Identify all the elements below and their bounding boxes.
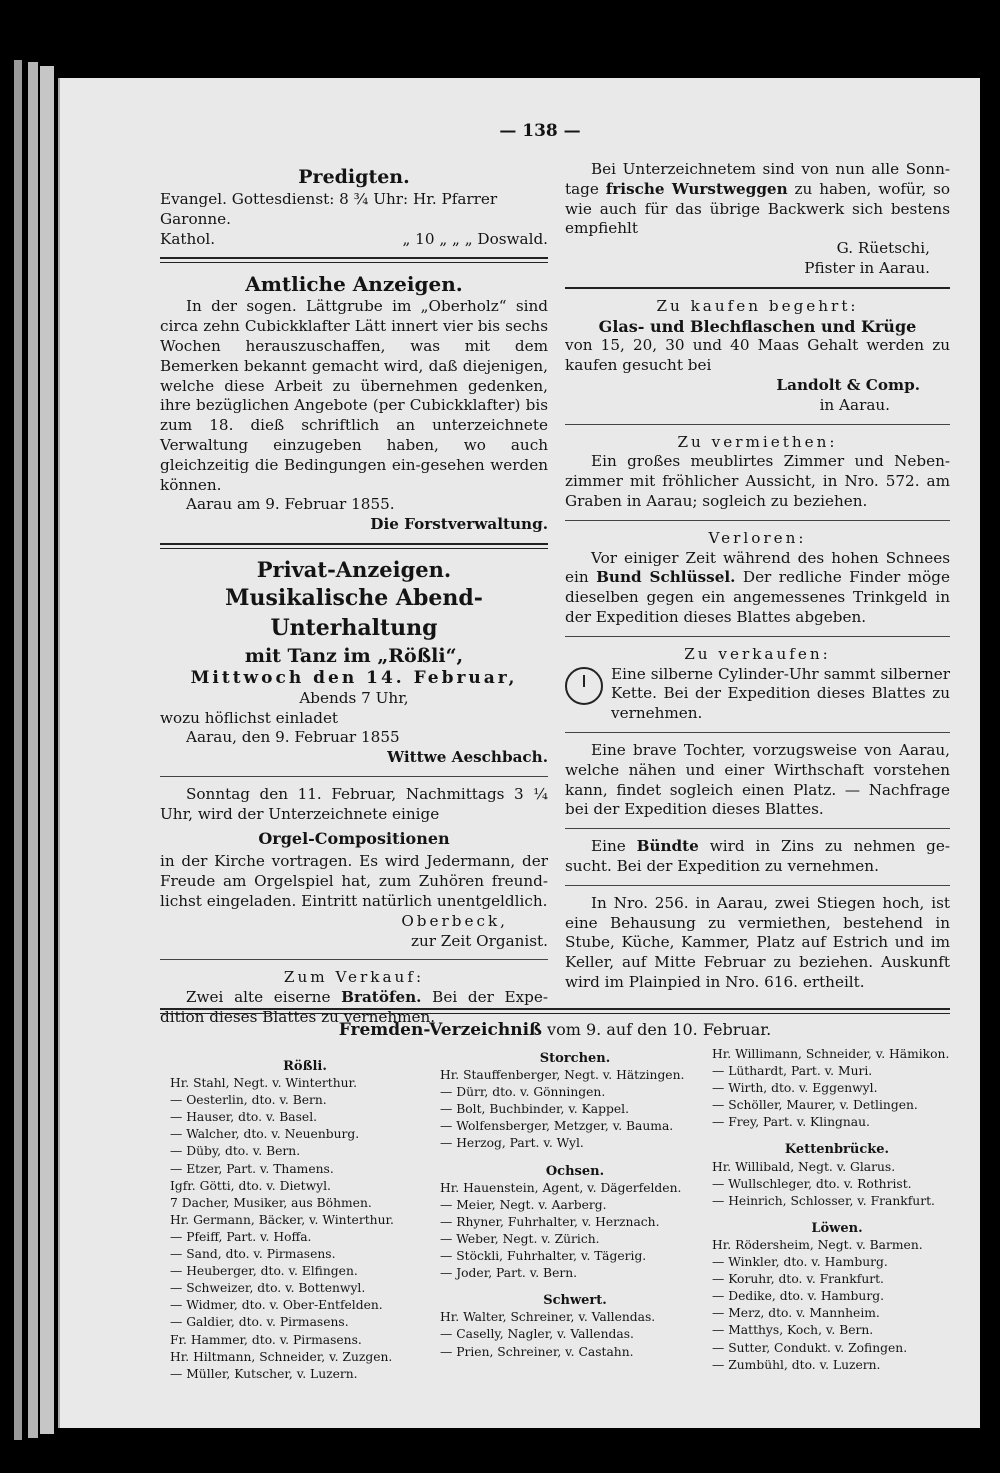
- list-item: — Stöckli, Fuhrhalter, v. Tägerig.: [440, 1249, 647, 1264]
- hotel-roessli: Rößli.: [283, 1059, 327, 1074]
- list-item: — Wullschleger, dto. v. Rothrist.: [712, 1176, 912, 1191]
- list-item: — Heuberger, dto. v. Elfingen.: [170, 1264, 358, 1279]
- list-item: — Bolt, Buchbinder, v. Kappel.: [440, 1102, 630, 1117]
- amtliche-signature: Die Forstverwaltung.: [370, 515, 548, 534]
- concert-day: Mittwoch den 14. Februar,: [190, 667, 518, 688]
- wurst-sign-2: Pfister in Aarau.: [804, 258, 930, 277]
- hotel-storchen: Storchen.: [539, 1051, 611, 1066]
- list-item: — Wirth, dto. v. Eggenwyl.: [712, 1081, 878, 1096]
- verkauf-text-c: Bei der Expe-dition dieses Blattes zu vernehmen.: [160, 988, 549, 1026]
- hotel-ochsen: Ochsen.: [545, 1163, 605, 1179]
- behausung-text: In Nro. 256. in Aarau, zwei Stiegen hoch, ist eine Behausung zu vermiethen, bestehend in Stube, Küche, Kammer, Platz auf Estrich und im Keller, auf Mitte Februar zu beziehen. Auskunft wird im Plainpied in Nro. 616. ertheilt.: [565, 893, 950, 991]
- divider: [160, 959, 548, 960]
- kaufen-text: von 15, 20, 30 und 40 Maas Gehalt werden zu kaufen gesucht bei: [565, 336, 950, 375]
- list-item: Hr. Stauffenberger, Negt. v. Hätzingen.: [440, 1068, 685, 1083]
- concert-time: Abends 7 Uhr,: [299, 688, 409, 707]
- register-col-3: [712, 1046, 962, 1374]
- list-item: — Schweizer, dto. v. Bottenwyl.: [170, 1281, 366, 1296]
- list-item: — Etzer, Part. v. Thamens.: [170, 1161, 334, 1176]
- kaufen-sign-1: Landolt & Comp.: [776, 375, 920, 394]
- buendte-text-c: wird in Zins zu nehmen ge-sucht. Bei der Expedition zu vernehmen.: [565, 837, 951, 875]
- page-edge-3: [40, 66, 54, 1434]
- predigten-kathol-label: Kathol.: [160, 229, 216, 248]
- verkaufen-text: Eine silberne Cylinder-Uhr sammt silberner Kette. Bei der Expedition dieses Blattes zu vernehmen.: [611, 664, 950, 723]
- list-item: — Oesterlin, dto. v. Bern.: [170, 1093, 327, 1108]
- divider: [565, 885, 950, 886]
- list-item: Hr. Stahl, Negt. v. Winterthur.: [170, 1076, 357, 1091]
- list-item: Fr. Hammer, dto. v. Pirmasens.: [170, 1332, 362, 1347]
- concert-invite: wozu höflichst einladet: [160, 708, 339, 727]
- list-item: Hr. Walter, Schreiner, v. Vallendas.: [440, 1310, 656, 1325]
- hotel-schwert: Schwert.: [543, 1293, 607, 1309]
- list-item: — Weber, Negt. v. Zürich.: [440, 1231, 600, 1246]
- list-item: Hr. Germann, Bäcker, v. Winterthur.: [170, 1212, 394, 1227]
- verloren-title: Verloren:: [708, 528, 807, 547]
- list-item: — Schöller, Maurer, v. Detlingen.: [712, 1098, 918, 1113]
- list-item: Hr. Willibald, Negt. v. Glarus.: [712, 1159, 896, 1174]
- kaufen-items: Glas- und Blechflaschen und Krüge: [598, 316, 917, 336]
- wurst-sign-1: G. Rüetschi,: [836, 239, 930, 258]
- list-item: Igfr. Götti, dto. v. Dietwyl.: [170, 1178, 331, 1193]
- list-item: — Sand, dto. v. Pirmasens.: [170, 1247, 336, 1262]
- list-item: — Dürr, dto. v. Gönningen.: [440, 1085, 606, 1100]
- list-item: Hr. Willimann, Schneider, v. Hämikon.: [712, 1047, 950, 1061]
- register-col-2: [440, 1050, 710, 1361]
- buendte-text: [565, 837, 950, 877]
- list-item: — Rhyner, Fuhrhalter, v. Herznach.: [440, 1214, 660, 1229]
- list-item: — Zumbühl, dto. v. Luzern.: [712, 1357, 881, 1372]
- wurst-text: [565, 160, 950, 239]
- wurst-text-a: Bei Unterzeichnetem sind von nun alle Sonn-tage: [565, 160, 950, 198]
- register-title: Fremden-Verzeichniß: [338, 1020, 542, 1040]
- list-item: — Sutter, Condukt. v. Zofingen.: [712, 1340, 908, 1355]
- list-item: — Merz, dto. v. Mannheim.: [712, 1306, 880, 1321]
- orgel-sign-2: zur Zeit Organist.: [410, 931, 548, 950]
- list-item: — Widmer, dto. v. Ober-Entfelden.: [170, 1298, 383, 1313]
- amtliche-title: Amtliche Anzeigen.: [245, 272, 463, 297]
- list-item: — Galdier, dto. v. Pirmasens.: [170, 1315, 349, 1330]
- predigten-kathol-time: „ 10 „ „ „ Doswald.: [402, 229, 548, 248]
- right-column: [565, 160, 950, 993]
- list-item: Hr. Rödersheim, Negt. v. Barmen.: [712, 1237, 923, 1252]
- kaufen-title: Zu kaufen begehrt:: [656, 296, 859, 315]
- predigten-title: Predigten.: [298, 166, 410, 188]
- verkauf-text-a: Zwei alte eiserne: [186, 988, 331, 1007]
- list-item: — Walcher, dto. v. Neuenburg.: [170, 1127, 360, 1142]
- divider: [565, 828, 950, 829]
- left-column: [160, 164, 548, 1028]
- list-item: — Pfeiff, Part. v. Hoffa.: [170, 1229, 312, 1244]
- list-item: — Heinrich, Schlosser, v. Frankfurt.: [712, 1193, 935, 1208]
- amtliche-date: Aarau am 9. Februar 1855.: [186, 495, 395, 514]
- divider: [160, 543, 548, 549]
- page-edge-2: [28, 62, 38, 1438]
- register-divider: [160, 1008, 950, 1014]
- divider: [565, 424, 950, 425]
- list-item: — Prien, Schreiner, v. Castahn.: [440, 1344, 634, 1359]
- verkaufen-title: Zu verkaufen:: [684, 644, 831, 663]
- predigten-line-2: [160, 230, 548, 250]
- list-item: — Meier, Negt. v. Aarberg.: [440, 1197, 607, 1212]
- list-item: — Wolfensberger, Metzger, v. Bauma.: [440, 1119, 674, 1134]
- divider: [565, 636, 950, 637]
- list-item: — Joder, Part. v. Bern.: [440, 1266, 578, 1281]
- wurst-item: frische Wurstweggen: [605, 179, 788, 198]
- predigten-evangel: Evangel. Gottesdienst: 8 ¾ Uhr: Hr. Pfarrer Garonne.: [160, 190, 498, 228]
- divider: [565, 732, 950, 733]
- orgel-intro: Sonntag den 11. Februar, Nachmittags 3 ¼ Uhr, wird der Unterzeichnete einige: [160, 784, 548, 823]
- verloren-item: Bund Schlüssel.: [596, 568, 736, 587]
- list-item: 7 Dacher, Musiker, aus Böhmen.: [170, 1195, 372, 1210]
- divider: [160, 257, 548, 263]
- amtliche-text: In der sogen. Lättgrube im „Oberholz“ sind circa zehn Cubickklafter Lätt innert vier bis sechs Wochen herauszuschaffen, was mit dem Bemerken bekannt gemacht wird, daß diejenigen, welche diese Arbeit zu übernehmen gedenken, ihre bezüglichen Angebote (per Cubickklafter) bis zum 18. dieß schriftlich an unterzeichnete Verwaltung einzugeben haben, wo auch gleichzeitig die Bedingungen ein-gesehen werden können.: [160, 297, 548, 494]
- buendte-item: Bündte: [636, 837, 699, 856]
- list-item: — Frey, Part. v. Klingnau.: [712, 1115, 870, 1130]
- list-item: — Hauser, dto. v. Basel.: [170, 1110, 318, 1125]
- verloren-text-c: Der redliche Finder möge dieselben gegen ein angemessenes Trinkgeld in der Expedition dieses Blattes abgeben.: [565, 568, 951, 626]
- concert-title: Musikalische Abend-Unterhaltung: [225, 584, 483, 641]
- verkauf-item: Bratöfen.: [341, 988, 422, 1007]
- list-item: — Müller, Kutscher, v. Luzern.: [170, 1366, 358, 1381]
- wurst-text-c: zu haben, wofür, so wie auch für das übrige Backwerk sich bestens empfiehlt: [565, 179, 951, 238]
- register-date: vom 9. auf den 10. Februar.: [547, 1020, 772, 1039]
- register-header: [160, 1020, 950, 1041]
- list-item: — Winkler, dto. v. Hamburg.: [712, 1255, 888, 1270]
- divider: [160, 776, 548, 777]
- verloren-text-a: Vor einiger Zeit während des hohen Schnees ein: [565, 548, 950, 587]
- list-item: Hr. Hiltmann, Schneider, v. Zuzgen.: [170, 1349, 393, 1364]
- predigten-line-1: [160, 190, 548, 230]
- divider: [565, 287, 950, 289]
- list-item: Hr. Hauenstein, Agent, v. Dägerfelden.: [440, 1180, 682, 1195]
- pocket-watch-icon: [565, 667, 603, 705]
- kaufen-sign-2: in Aarau.: [819, 395, 890, 414]
- list-item: — Koruhr, dto. v. Frankfurt.: [712, 1272, 884, 1287]
- hotel-loewen: Löwen.: [811, 1220, 863, 1236]
- register-col-1: [170, 1058, 440, 1383]
- list-item: — Matthys, Koch, v. Bern.: [712, 1323, 874, 1338]
- vermiethen-title: Zu vermiethen:: [677, 432, 838, 451]
- list-item: — Caselly, Nagler, v. Vallendas.: [440, 1327, 634, 1342]
- page-number: — 138 —: [499, 121, 581, 141]
- verkaufen-block: [565, 665, 950, 724]
- concert-signature: Wittwe Aeschbach.: [387, 748, 548, 767]
- list-item: — Düby, dto. v. Bern.: [170, 1144, 301, 1159]
- buendte-text-a: Eine: [591, 837, 626, 856]
- concert-date: Aarau, den 9. Februar 1855: [186, 728, 400, 747]
- orgel-title: Orgel-Compositionen: [258, 828, 450, 848]
- privat-title: Privat-Anzeigen.: [256, 556, 452, 582]
- verkauf-title: Zum Verkauf:: [283, 968, 425, 987]
- concert-subtitle: mit Tanz im „Rößli“,: [244, 644, 464, 667]
- verloren-text: [565, 549, 950, 628]
- vermiethen-text: Ein großes meublirtes Zimmer und Neben-zimmer mit fröhlicher Aussicht, in Nro. 572. am Graben in Aarau; sogleich zu beziehen.: [565, 452, 950, 510]
- divider: [565, 520, 950, 521]
- tochter-text: Eine brave Tochter, vorzugsweise von Aarau, welche nähen und einer Wirthschaft vorstehen kann, findet sogleich einen Platz. — Nachfrage bei der Expedition dieses Blattes.: [565, 740, 950, 819]
- orgel-text: in der Kirche vortragen. Es wird Jedermann, der Freude am Orgelspiel hat, zum Zuhören freund-lichst eingeladen. Eintritt natürlich unentgeldlich.: [160, 852, 548, 910]
- hotel-kettenbruecke: Kettenbrücke.: [784, 1142, 890, 1158]
- list-item: — Dedike, dto. v. Hamburg.: [712, 1289, 884, 1304]
- list-item: — Lüthardt, Part. v. Muri.: [712, 1064, 873, 1079]
- orgel-sign-1: Oberbeck,: [401, 911, 508, 930]
- list-item: — Herzog, Part. v. Wyl.: [440, 1136, 584, 1151]
- page-edge-1: [14, 60, 22, 1440]
